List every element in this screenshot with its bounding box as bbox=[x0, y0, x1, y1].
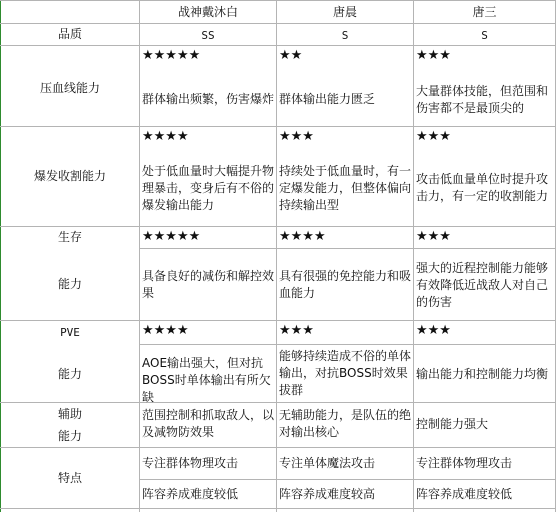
feature-text: 专注群体物理攻击 bbox=[416, 456, 513, 470]
description-text: 群体输出频繁，伤害爆炸 bbox=[142, 92, 275, 106]
star-rating: ★★★ bbox=[416, 323, 451, 338]
description-text: 强大的近程控制能力能够有效降低近战敌人对自己的伤害 bbox=[416, 261, 549, 309]
description-text: 具有很强的免控能力和吸血能力 bbox=[279, 269, 412, 300]
feature-text: 阵容养成难度较高 bbox=[279, 487, 376, 501]
star-rating: ★★★★★ bbox=[142, 48, 201, 63]
row-divider bbox=[0, 126, 556, 127]
star-rating: ★★★ bbox=[416, 48, 451, 63]
row-label-pve-ability: 能力 bbox=[57, 367, 82, 381]
grade-value: SS bbox=[201, 29, 215, 42]
star-rating: ★★★ bbox=[416, 129, 451, 144]
description-text: 具备良好的减伤和解控效果 bbox=[142, 269, 275, 300]
row-divider bbox=[0, 320, 556, 321]
description-text: 控制能力强大 bbox=[416, 417, 489, 431]
column-header: 唐晨 bbox=[332, 5, 357, 19]
row-label-feature: 特点 bbox=[57, 471, 82, 485]
row-divider bbox=[139, 479, 556, 480]
column-divider bbox=[139, 0, 140, 512]
row-label-support-ability: 能力 bbox=[57, 429, 82, 443]
description-text: 无辅助能力，是队伍的绝对输出核心 bbox=[279, 408, 412, 439]
feature-text: 专注群体物理攻击 bbox=[142, 456, 239, 470]
description-text: AOE输出强大，但对抗BOSS时单体输出有所欠缺 bbox=[142, 356, 271, 404]
description-text: 攻击低血量单位时提升攻击力，有一定的收割能力 bbox=[416, 172, 549, 203]
row-divider bbox=[139, 344, 556, 345]
row-divider bbox=[0, 226, 556, 227]
feature-text: 阵容养成难度较低 bbox=[142, 487, 239, 501]
row-label-suppress: 压血线能力 bbox=[39, 81, 100, 95]
description-text: 输出能力和控制能力均衡 bbox=[416, 367, 549, 381]
description-text: 处于低血量时大幅提升物理暴击，变身后有不俗的爆发输出能力 bbox=[142, 164, 275, 212]
row-label-burst: 爆发收割能力 bbox=[33, 169, 106, 183]
row-divider bbox=[139, 248, 556, 249]
star-rating: ★★★★ bbox=[142, 129, 189, 144]
feature-text: 阵容养成难度较低 bbox=[416, 487, 513, 501]
grade-value: S bbox=[341, 29, 349, 42]
row-divider bbox=[0, 402, 556, 403]
star-rating: ★★★ bbox=[279, 323, 314, 338]
description-text: 大量群体技能，但范围和伤害都不是最顶尖的 bbox=[416, 84, 549, 115]
column-header: 唐三 bbox=[472, 5, 497, 19]
feature-text: 专注单体魔法攻击 bbox=[279, 456, 376, 470]
row-label-support: 辅助 bbox=[57, 407, 82, 421]
grade-value: S bbox=[481, 29, 488, 42]
star-rating: ★★ bbox=[279, 48, 303, 63]
star-rating: ★★★★ bbox=[279, 229, 326, 244]
row-divider bbox=[0, 0, 556, 1]
row-divider bbox=[0, 23, 556, 24]
row-label-pve: PVE bbox=[60, 326, 80, 339]
row-label-survival-ability: 能力 bbox=[57, 277, 82, 291]
description-text: 范围控制和抓取敌人，以及减物防效果 bbox=[142, 408, 275, 439]
star-rating: ★★★ bbox=[416, 229, 451, 244]
row-divider bbox=[0, 45, 556, 46]
star-rating: ★★★ bbox=[279, 129, 314, 144]
description-text: 群体输出能力匮乏 bbox=[279, 92, 376, 106]
row-label-survival: 生存 bbox=[57, 230, 82, 244]
description-text: 能够持续造成不俗的单体输出，对抗BOSS时效果拔群 bbox=[279, 349, 412, 397]
star-rating: ★★★★ bbox=[142, 323, 189, 338]
star-rating: ★★★★★ bbox=[142, 229, 201, 244]
row-label-quality: 品质 bbox=[57, 27, 82, 41]
row-divider bbox=[0, 447, 556, 448]
description-text: 持续处于低血量时，有一定爆发能力，但整体偏向持续输出型 bbox=[279, 164, 412, 212]
column-header: 战神戴沐白 bbox=[177, 5, 238, 19]
row-divider bbox=[0, 508, 556, 509]
